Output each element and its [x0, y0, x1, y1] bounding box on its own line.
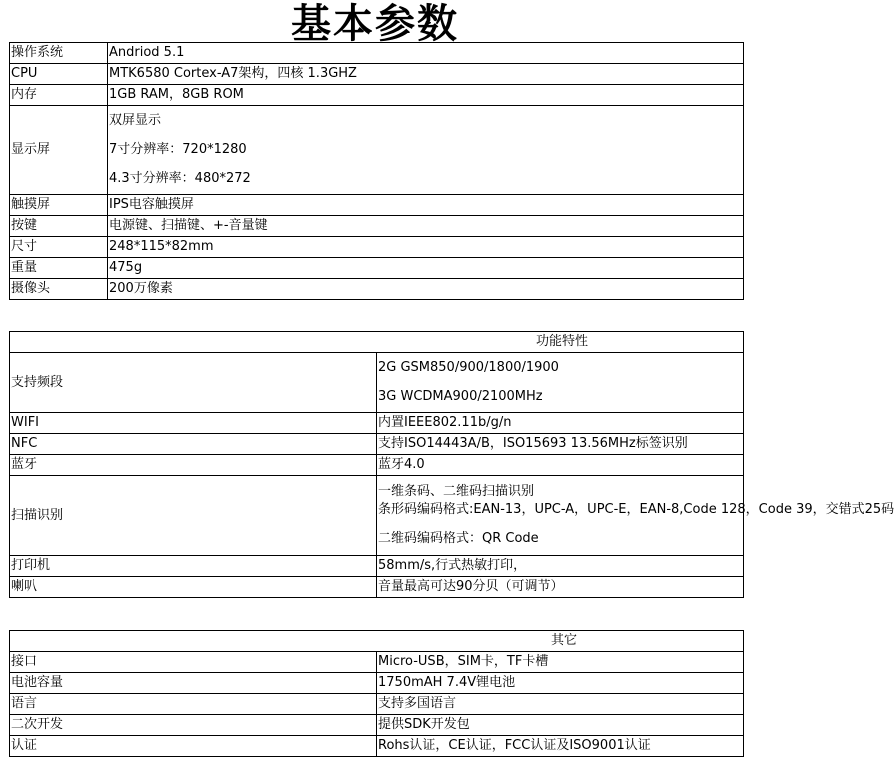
- param-value-line: 4.3寸分辨率：480*272: [109, 171, 251, 186]
- param-value: [108, 64, 744, 85]
- param-name: 内存: [10, 85, 108, 106]
- param-value: [377, 577, 744, 598]
- section-header: 其它: [551, 633, 578, 648]
- param-value: [108, 216, 744, 237]
- table-row: [10, 476, 744, 556]
- param-value-line: 音量最高可达90分贝（可调节）: [378, 579, 564, 594]
- table-row: [10, 195, 744, 216]
- param-value: [377, 455, 744, 476]
- param-value: [377, 476, 894, 556]
- param-name: CPU: [10, 64, 108, 85]
- param-value-line: 提供SDK开发包: [378, 717, 470, 732]
- param-value: [108, 85, 744, 106]
- param-name: 喇叭: [10, 577, 377, 598]
- param-value: [108, 43, 744, 64]
- param-value-line: 支持ISO14443A/B，ISO15693 13.56MHz标签识别: [378, 436, 688, 451]
- param-value: [377, 353, 744, 413]
- table-row: [10, 652, 744, 673]
- param-value: [377, 715, 744, 736]
- table-row: [10, 694, 744, 715]
- param-value-line: 一维条码、二维码扫描识别: [378, 484, 535, 499]
- param-name: 操作系统: [10, 43, 108, 64]
- param-value: [377, 673, 744, 694]
- section-header-row: [10, 631, 744, 652]
- param-value-line: 内置IEEE802.11b/g/n: [378, 415, 512, 430]
- param-value: [377, 434, 744, 455]
- param-value-line: 248*115*82mm: [109, 239, 214, 254]
- section-header-row: [10, 332, 744, 353]
- param-name: 显示屏: [10, 106, 108, 195]
- param-value: [377, 694, 744, 715]
- param-value: [108, 258, 744, 279]
- table-row: [10, 279, 744, 300]
- param-value: [108, 195, 744, 216]
- table-row: [10, 413, 744, 434]
- param-value-line: [378, 519, 743, 530]
- param-value-line: MTK6580 Cortex-A7架构，四核 1.3GHZ: [109, 66, 357, 81]
- param-value-line: Micro-USB，SIM卡，TF卡槽: [378, 654, 549, 669]
- param-value-line: 1GB RAM，8GB ROM: [109, 87, 244, 102]
- param-value: [377, 652, 744, 673]
- table-row: [10, 85, 744, 106]
- param-value-line: 条形码编码格式:EAN-13，UPC-A，UPC-E，EAN-8,Code 128，Code 39，交错式25码: [378, 502, 894, 517]
- param-value: [377, 413, 744, 434]
- param-name: 扫描识别: [10, 476, 377, 556]
- param-name: 接口: [10, 652, 377, 673]
- param-name: 打印机: [10, 556, 377, 577]
- section-header: 功能特性: [536, 334, 589, 349]
- table-row: [10, 736, 744, 757]
- param-value-line: 二维码编码格式：QR Code: [378, 531, 539, 546]
- param-value-line: 475g: [109, 260, 143, 275]
- param-value-line: 7寸分辨率：720*1280: [109, 142, 247, 157]
- table-row: [10, 434, 744, 455]
- table-row: [10, 258, 744, 279]
- param-value-line: 58mm/s,行式热敏打印，: [378, 558, 527, 573]
- page-title: 基本参数: [291, 1, 459, 47]
- param-value-line: 支持多国语言: [378, 696, 457, 711]
- param-name: 按键: [10, 216, 108, 237]
- param-name: 二次开发: [10, 715, 377, 736]
- param-value-line: 3G WCDMA900/2100MHz: [378, 389, 543, 404]
- table-row: [10, 556, 744, 577]
- param-value: [377, 736, 744, 757]
- param-value-line: Andriod 5.1: [109, 45, 185, 60]
- param-name: 语言: [10, 694, 377, 715]
- basic-params-table: [9, 42, 744, 300]
- table-row: [10, 455, 744, 476]
- table-row: [10, 43, 744, 64]
- param-name: 触摸屏: [10, 195, 108, 216]
- param-value: [377, 556, 744, 577]
- param-value: [108, 237, 744, 258]
- table-row: [10, 106, 744, 195]
- features-table: [9, 331, 894, 598]
- param-value-line: Rohs认证，CE认证，FCC认证及ISO9001认证: [378, 738, 651, 753]
- param-name: 重量: [10, 258, 108, 279]
- param-value-line: 1750mAH 7.4V锂电池: [378, 675, 516, 690]
- param-value-line: IPS电容触摸屏: [109, 197, 194, 212]
- param-name: WIFI: [10, 413, 377, 434]
- param-name: 蓝牙: [10, 455, 377, 476]
- param-name: 认证: [10, 736, 377, 757]
- param-name: 支持频段: [10, 353, 377, 413]
- table-row: [10, 577, 744, 598]
- param-value: [108, 106, 744, 195]
- table-row: [10, 715, 744, 736]
- table-row: [10, 353, 744, 413]
- others-table: [9, 630, 744, 757]
- param-value-line: [109, 159, 743, 170]
- table-row: [10, 216, 744, 237]
- param-name: NFC: [10, 434, 377, 455]
- param-value-line: 2G GSM850/900/1800/1900: [378, 360, 559, 375]
- table-row: [10, 673, 744, 694]
- param-name: 电池容量: [10, 673, 377, 694]
- table-row: [10, 64, 744, 85]
- param-value-line: 蓝牙4.0: [378, 457, 425, 472]
- param-value: [108, 279, 744, 300]
- param-value-line: 电源键、扫描键、+-音量键: [109, 218, 268, 233]
- param-name: 尺寸: [10, 237, 108, 258]
- table-row: [10, 237, 744, 258]
- param-value-line: 双屏显示: [109, 113, 162, 128]
- param-value-line: [109, 130, 743, 141]
- param-name: 摄像头: [10, 279, 108, 300]
- param-value-line: [378, 377, 743, 388]
- param-value-line: 200万像素: [109, 281, 173, 296]
